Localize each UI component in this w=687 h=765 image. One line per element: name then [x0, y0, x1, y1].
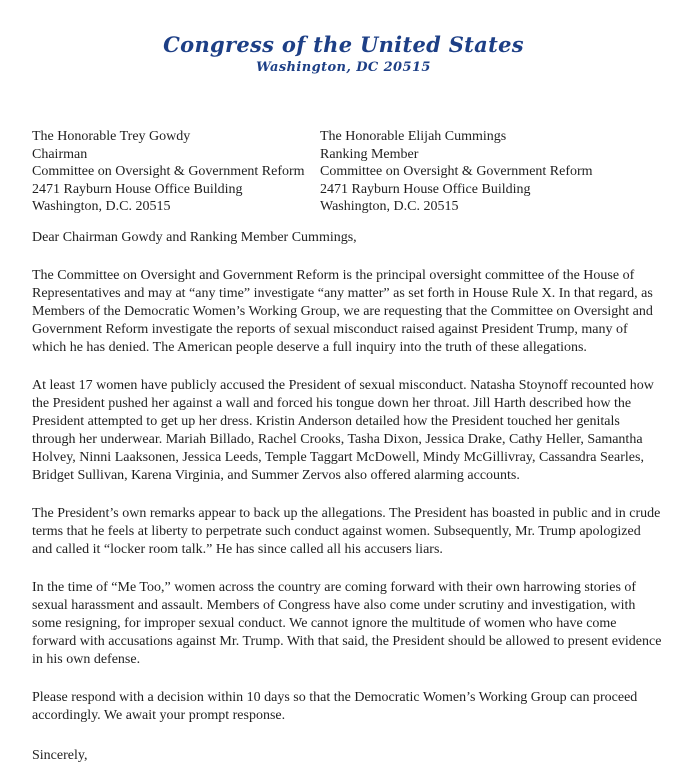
- recipient-committee: Committee on Oversight & Government Reform: [32, 164, 305, 179]
- letterhead-location: Washington, DC 20515: [256, 60, 431, 75]
- recipient-office: 2471 Rayburn House Office Building: [320, 181, 531, 197]
- body-paragraph-5: Please respond with a decision within 10 days so that the Democratic Women’s Working Group can proceed accordingly. We await your prompt response.: [32, 690, 638, 723]
- recipient-title: Ranking Member: [320, 146, 419, 162]
- recipient-address-left: [32, 128, 305, 216]
- body-paragraph-4: In the time of “Me Too,” women across the country are coming forward with their own harrowing stories of sexual harassment and assault. Members of Congress have also come under scrutiny and investigation, with some resigning, for improper sexual conduct. We cannot ignore the multitude of women who have come forward with accusations against Mr. Trump. With that said, the President should be allowed to present evidence in his own defense.: [32, 580, 662, 667]
- recipient-name: The Honorable Trey Gowdy: [32, 129, 191, 144]
- body-paragraph-3: The President’s own remarks appear to back up the allegations. The President has boasted in public and in crude terms that he feels at liberty to perpetrate such conduct against women. Subsequently, Mr. Trump apologized and called it “locker room talk.” He has since called all his accusers liars.: [32, 506, 661, 557]
- recipient-title: Chairman: [32, 146, 88, 162]
- letter-body: [32, 229, 664, 765]
- recipient-city: Washington, D.C. 20515: [32, 199, 171, 214]
- salutation: Dear Chairman Gowdy and Ranking Member Cummings,: [32, 230, 357, 245]
- recipient-office: 2471 Rayburn House Office Building: [32, 181, 243, 197]
- letterhead: [0, 33, 687, 77]
- body-paragraph-1: The Committee on Oversight and Government Reform is the principal oversight committee of the House of Representatives and may at “any time” investigate “any matter” as set forth in House Rule X. In that regard, as Members of the Democratic Women’s Working Group, we are requesting that the Committee on Oversight and Government Reform investigate the reports of sexual misconduct raised against President Trump, many of which he has denied. The American people deserve a full inquiry into the truth of these allegations.: [32, 268, 653, 355]
- recipient-committee: Committee on Oversight & Government Reform: [320, 164, 593, 179]
- letterhead-title: Congress of the United States: [163, 32, 524, 57]
- recipient-address-right: [320, 128, 593, 216]
- closing: Sincerely,: [32, 748, 88, 763]
- recipient-city: Washington, D.C. 20515: [320, 199, 459, 214]
- recipient-name: The Honorable Elijah Cummings: [320, 129, 507, 144]
- body-paragraph-2: At least 17 women have publicly accused the President of sexual misconduct. Natasha Stoynoff recounted how the President pushed her against a wall and forced his tongue down her throat. Jill Harth described how the President attempted to get up her dress. Kristin Anderson detailed how the President touched her genitals through her underwear. Mariah Billado, Rachel Crooks, Tasha Dixon, Jessica Drake, Cathy Heller, Samantha Holvey, Ninni Laaksonen, Jessica Leeds, Temple Taggart McDowell, Mindy McGillivray, Cassandra Searles, Bridget Sullivan, Karena Virginia, and Summer Zervos also offered alarming accounts.: [32, 378, 654, 483]
